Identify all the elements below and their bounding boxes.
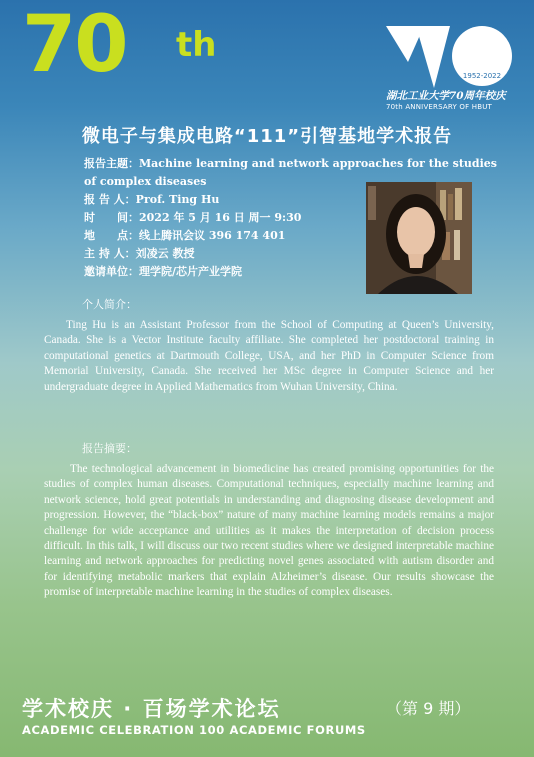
logo-triangle-center — [416, 26, 450, 88]
topic-row — [84, 155, 497, 173]
university-name-cn: 湖北工业大学70周年校庆 — [386, 90, 506, 102]
photo-book-6 — [368, 186, 376, 220]
topic-line1: Machine learning and network approaches for the studies — [139, 157, 497, 170]
time-value: 2022 年 5 月 16 日 周一 9:30 — [139, 211, 302, 224]
time-label: 时 间： — [84, 211, 139, 224]
abstract-heading: 报告摘要： — [82, 442, 137, 455]
hbut-70-logo — [386, 22, 514, 90]
photo-face — [397, 207, 435, 257]
anniversary-number: 70 — [22, 0, 127, 90]
logo-years: 1952-2022 — [462, 72, 502, 80]
page-title: 微电子与集成电路“111”引智基地学术报告 — [81, 126, 453, 147]
host-value: 刘凌云 教授 — [135, 247, 195, 260]
forum-series-en: ACADEMIC CELEBRATION 100 ACADEMIC FORUMS — [22, 723, 366, 737]
speaker-photo — [366, 182, 472, 294]
place-label: 地 点： — [84, 229, 139, 242]
photo-book-2 — [448, 194, 453, 220]
place-value: 线上腾讯会议 396 174 401 — [139, 229, 286, 242]
speaker-value: Prof. Ting Hu — [135, 193, 220, 206]
inviter-value: 理学院/芯片产业学院 — [139, 265, 243, 278]
speaker-label: 报 告 人： — [84, 193, 136, 206]
forum-issue: （第 9 期） — [386, 699, 471, 718]
bio-text: Ting Hu is an Assistant Professor from the School of Computing at Queen’s University, Canada. She is a Vector Institute faculty affiliate. She completed her postdoctoral training in computational genetics at Dartmouth College, USA, and her PhD in Computer Science from Memorial University, Canada. She received her MSc degree in Computer Science and her undergraduate degree in Applied Mathematics from Wuhan University, China. — [44, 319, 494, 393]
inviter-label: 邀请单位： — [84, 265, 139, 278]
topic-label: 报告主题： — [84, 157, 139, 170]
host-label: 主 持 人： — [84, 247, 136, 260]
photo-book-3 — [455, 188, 462, 220]
university-name-en: 70th ANNIVERSARY OF HBUT — [386, 103, 493, 111]
abstract-text: The technological advancement in biomedicine has created promising opportunities for the studies of complex human diseases. Computational techniques, especially machine learning and network science, hold great potentials in understanding and diagnosing disease development and progression. However, the “black-box” nature of many machine learning models remains a major challenge for wide acceptance and utilities as it makes the interpretation of decision process difficult. In this talk, I will discuss our two recent studies where we designed interpretable machine learning and network approaches for predicting novel genes associated with autism disorder and for identifying metabolic markers that explain Alzheimer’s disease. Our results showcase the promise of interpretable machine learning in the studies of complex diseases. — [44, 463, 494, 599]
anniversary-suffix: th — [176, 25, 217, 65]
topic-line2: of complex diseases — [84, 175, 207, 188]
bio-heading: 个人简介： — [82, 298, 137, 311]
photo-book-5 — [454, 230, 460, 260]
forum-series-cn: 学术校庆 · 百场学术论坛 — [22, 697, 281, 721]
photo-neck — [408, 254, 424, 268]
